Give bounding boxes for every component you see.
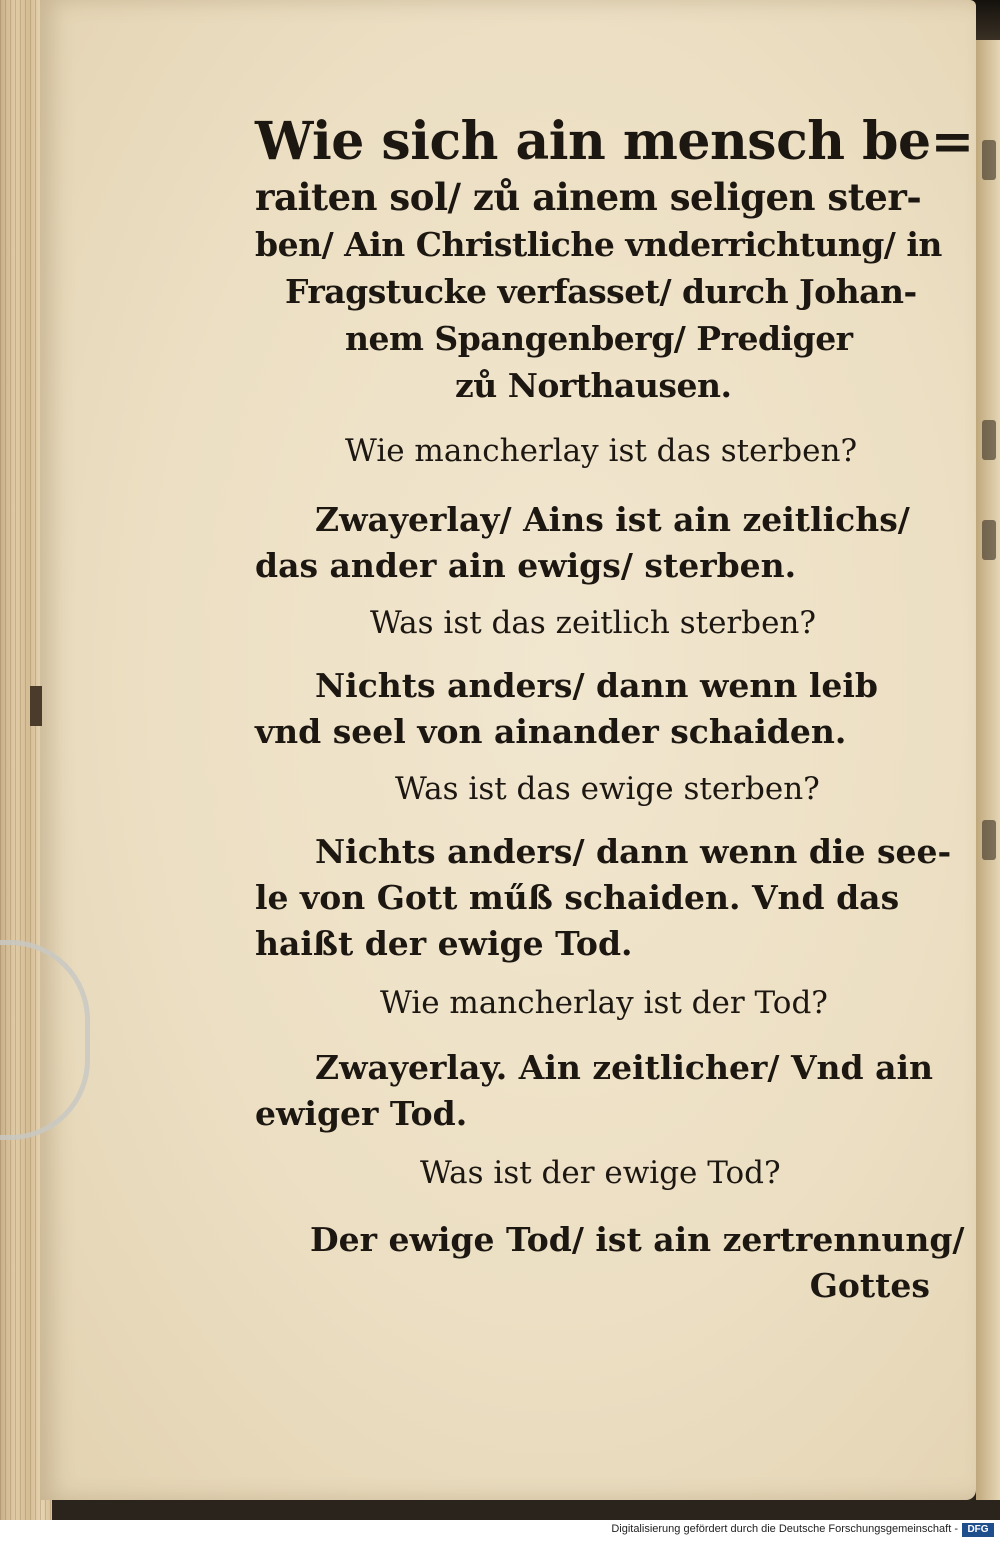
footer-credit: Digitalisierung gefördert durch die Deutsche Forschungsgemeinschaft - [611,1523,958,1535]
question-2: Was ist das zeitlich sterben? [370,605,817,641]
answer-2-line-2: vnd seel von ainander schaiden. [255,712,847,751]
title-line-4: Fragstucke verfasset/ durch Johan- [285,272,917,311]
answer-1-line-2: das ander ain ewigs/ sterben. [255,546,797,585]
page-text-block [255,110,974,1309]
dfg-logo[interactable]: DFG [962,1523,994,1537]
question-5: Was ist der ewige Tod? [420,1155,781,1191]
catchword: Gottes [809,1266,930,1305]
question-1: Wie mancherlay ist das sterben? [345,433,858,469]
answer-2-line-1: Nichts anders/ dann wenn leib [315,666,878,705]
page-tab [30,686,42,726]
answer-4-line-2: ewiger Tod. [255,1094,468,1133]
title-line-6: zů Northausen. [455,366,732,405]
answer-3-line-2: le von Gott műß schaiden. Vnd das [255,878,900,917]
facing-page-edge [976,40,1000,1500]
answer-3-line-3: haißt der ewige Tod. [255,924,633,963]
answer-3-line-1: Nichts anders/ dann wenn die see- [315,832,952,871]
question-4: Wie mancherlay ist der Tod? [380,985,828,1021]
answer-4-line-1: Zwayerlay. Ain zeitlicher/ Vnd ain [315,1048,934,1087]
answer-5-line-1: Der ewige Tod/ ist ain zertrennung/ [310,1220,965,1259]
answer-1-line-1: Zwayerlay/ Ains ist ain zeitlichs/ [315,500,910,539]
question-3: Was ist das ewige sterben? [395,771,820,807]
footer-bar [0,1520,1000,1541]
title-line-5: nem Spangenberg/ Prediger [345,319,853,358]
title-line-2: raiten sol/ zů ainem seligen ster- [255,175,922,219]
title-line-1: Wie sich ain mensch be= [255,111,974,172]
title-line-3: ben/ Ain Christliche vnderrichtung/ in [255,225,942,264]
